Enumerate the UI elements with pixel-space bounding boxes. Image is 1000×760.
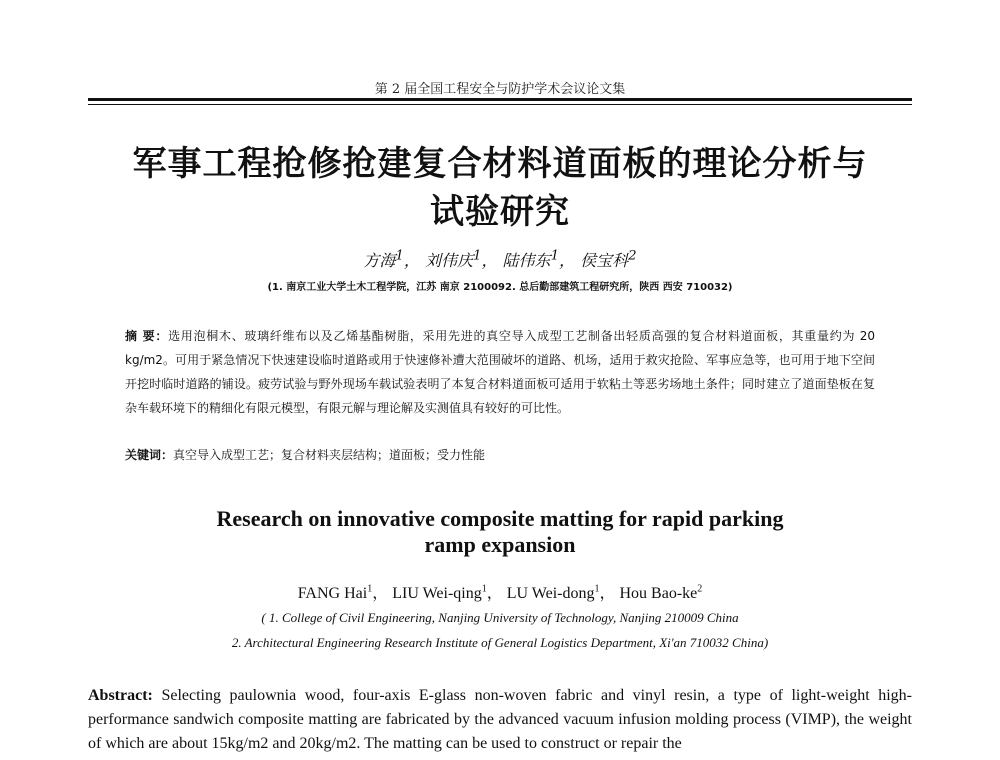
english-affiliation-2: 2. Architectural Engineering Research Institute of General Logistics Department, Xi'an 710032 China)	[231, 635, 769, 650]
running-header: 第 2 届全国工程安全与防护学术会议论文集	[374, 82, 626, 97]
author-affiliation-mark: 1	[594, 583, 600, 595]
chinese-abstract-label: 摘 要：	[125, 329, 169, 343]
english-author: Hou Bao-ke	[619, 585, 698, 602]
chinese-keywords-text: 真空导入成型工艺；复合材料夹层结构；道面板；受力性能	[173, 448, 486, 462]
english-title-line-2: ramp expansion	[424, 532, 576, 557]
english-author: LIU Wei-qing	[392, 585, 482, 602]
chinese-title	[70, 140, 930, 236]
chinese-author: 刘伟庆	[424, 251, 473, 270]
english-abstract-label: Abstract:	[88, 687, 153, 704]
english-authors: FANG Hai$^1$， LIU Wei-qing$^1$， LU Wei-dong$^1$， Hou Bao-$ke^2$	[297, 583, 703, 602]
chinese-abstract-text: 选用泡桐木、玻璃纤维布以及乙烯基酯树脂，采用先进的真空导入成型工艺制备出轻质高强的复合材料道面板，其重量约为 20 kg/m2。可用于紧急情况下快速建设临时道路或用于快速修补遭大范围破坏的道路、机场，适用于救灾抢险、军事应急等，也可用于地下空间开挖时临时道路的铺设。疲劳试验与野外现场车载试验表明了本复合材料道面板可适用于软粘土等恶劣场地土条件；同时建立了道面垫板在复杂车载环境下的精细化有限元模型，有限元解与理论解及实测值具有较好的可比性。	[125, 329, 875, 415]
chinese-authors: 方海$^1$， 刘伟庆$^1$， 陆伟东$^1$， 侯宝科$^2$	[363, 248, 637, 270]
chinese-affiliation: (1. 南京工业大学土木工程学院，江苏 南京 2100092. 总后勤部建筑工程研究所，陕西 西安 710032)	[267, 282, 733, 293]
author-affiliation-mark: 1	[395, 248, 404, 264]
english-author: LU Wei-dong	[506, 585, 595, 602]
author-affiliation-mark: 2	[697, 583, 703, 595]
chinese-title-line-2: 试验研究	[430, 192, 570, 232]
header-rule-thick	[88, 98, 912, 101]
chinese-keywords	[125, 446, 875, 463]
author-affiliation-mark: 1	[472, 248, 482, 264]
english-abstract-text: Selecting paulownia wood, four-axis E-glass non-woven fabric and vinyl resin, a type of light-weight high-performance sandwich composite matting are fabricated by the advanced vacuum infusion molding process (VIMP), the weight of which are about 15kg/m2 and 20kg/m2. The matting can be used to construct or repair the	[88, 687, 913, 752]
chinese-abstract	[125, 324, 875, 420]
header-rule-thin	[88, 104, 912, 105]
author-affiliation-mark: 1	[367, 583, 373, 595]
chinese-keywords-label: 关键词：	[125, 448, 174, 462]
english-title-line-1: Research on innovative composite matting for rapid parking	[216, 506, 784, 531]
author-affiliation-mark: 1	[550, 248, 560, 264]
english-title	[100, 506, 900, 558]
english-author: FANG Hai	[297, 585, 368, 602]
english-abstract	[88, 684, 912, 756]
author-affiliation-mark: 1	[481, 583, 487, 595]
chinese-author: 侯宝科	[580, 251, 629, 270]
chinese-author: 方海	[363, 251, 396, 270]
english-affiliation-1: ( 1. College of Civil Engineering, Nanjing University of Technology, Nanjing 210009 China	[261, 610, 739, 625]
chinese-author: 陆伟东	[502, 251, 551, 270]
chinese-title-line-1: 军事工程抢修抢建复合材料道面板的理论分析与	[132, 144, 868, 184]
author-affiliation-mark: 2	[628, 248, 637, 264]
